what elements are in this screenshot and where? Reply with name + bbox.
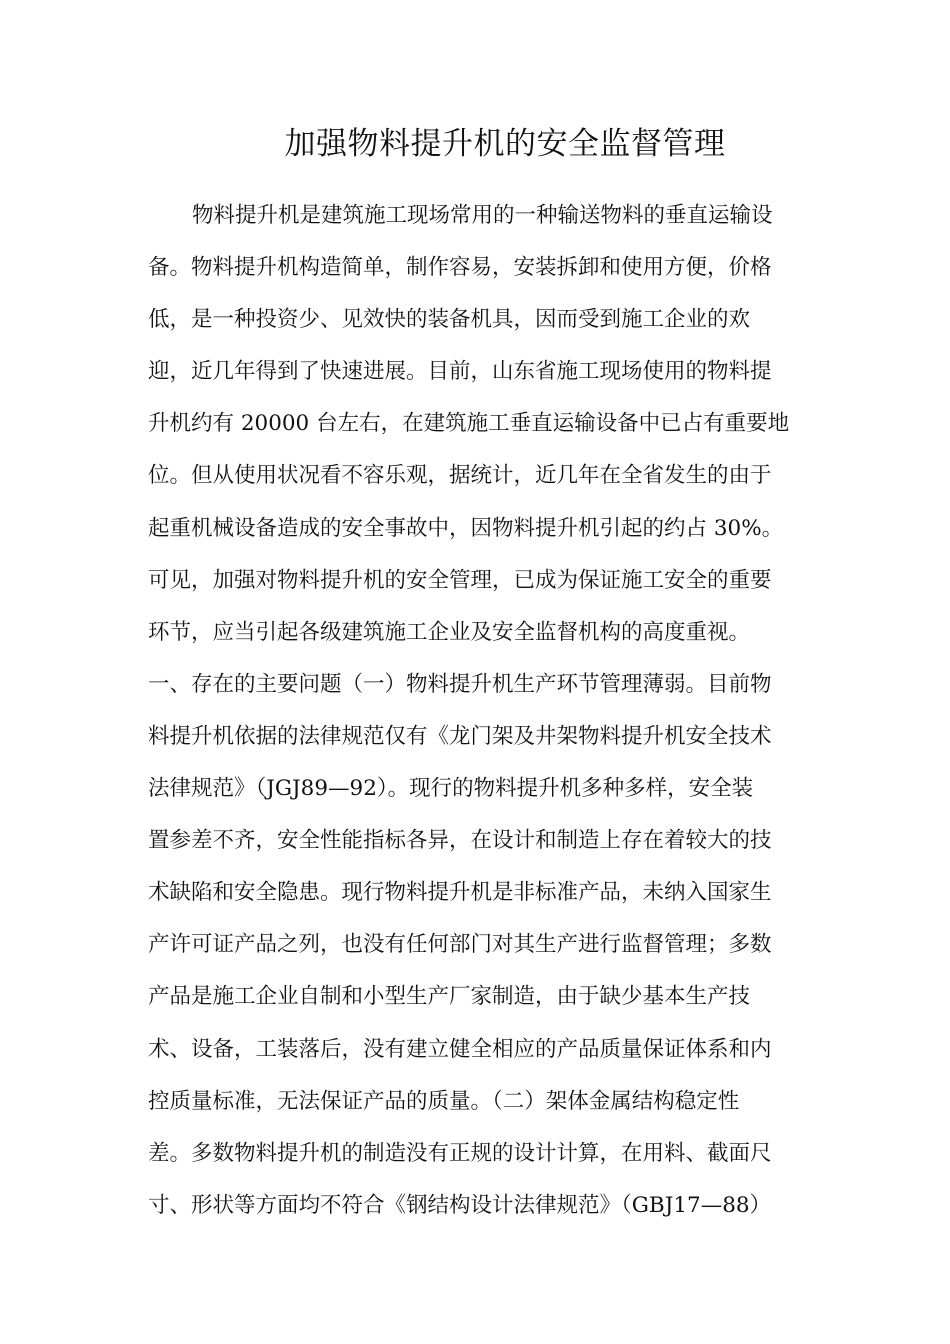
paragraph-line: 置参差不齐，安全性能指标各异，在设计和制造上存在着较大的技 (148, 828, 772, 854)
paragraph-line: 位。但从使用状况看不容乐观，据统计，近几年在全省发生的由于 (148, 463, 772, 489)
paragraph-line: 产品是施工企业自制和小型生产厂家制造，由于缺少基本生产技 (148, 984, 751, 1010)
paragraph-line: 控质量标准，无法保证产品的质量。（二）架体金属结构稳定性 (148, 1088, 740, 1114)
paragraph-line: 寸、形状等方面均不符合《钢结构设计法律规范》（GBJ17—88） (148, 1192, 772, 1218)
document-title: 加强物料提升机的安全监督管理 (284, 126, 726, 162)
paragraph-line: 升机约有 20000 台左右，在建筑施工垂直运输设备中已占有重要地 (148, 411, 790, 437)
paragraph-line: 物料提升机是建筑施工现场常用的一种输送物料的垂直运输设 (192, 203, 773, 228)
paragraph-line: 术缺陷和安全隐患。现行物料提升机是非标准产品，未纳入国家生 (148, 880, 772, 906)
paragraph-line: 料提升机依据的法律规范仅有《龙门架及井架物料提升机安全技术 (148, 723, 772, 749)
paragraph-line: 起重机械设备造成的安全事故中，因物料提升机引起的约占 30%。 (148, 515, 784, 541)
paragraph-line: 迎，近几年得到了快速进展。目前，山东省施工现场使用的物料提 (148, 359, 772, 385)
paragraph-line: 备。物料提升机构造简单，制作容易，安装拆卸和使用方便，价格 (148, 255, 772, 281)
paragraph-line: 术、设备，工装落后，没有建立健全相应的产品质量保证体系和内 (148, 1036, 772, 1062)
document-body (148, 194, 808, 1236)
paragraph-line: 差。多数物料提升机的制造没有正规的设计计算，在用料、截面尺 (148, 1140, 772, 1166)
paragraph-line: 环节，应当引起各级建筑施工企业及安全监督机构的高度重视。 (148, 619, 751, 645)
paragraph-line: 法律规范》（JGJ89—92）。现行的物料提升机多种多样，安全装 (148, 776, 754, 802)
paragraph-line: 低，是一种投资少、见效快的装备机具，因而受到施工企业的欢 (148, 307, 751, 333)
paragraph-line: 产许可证产品之列，也没有任何部门对其生产进行监督管理；多数 (148, 932, 772, 958)
paragraph-line: 一、存在的主要问题（一）物料提升机生产环节管理薄弱。目前物 (148, 671, 772, 697)
paragraph-line: 可见，加强对物料提升机的安全管理，已成为保证施工安全的重要 (148, 567, 772, 593)
